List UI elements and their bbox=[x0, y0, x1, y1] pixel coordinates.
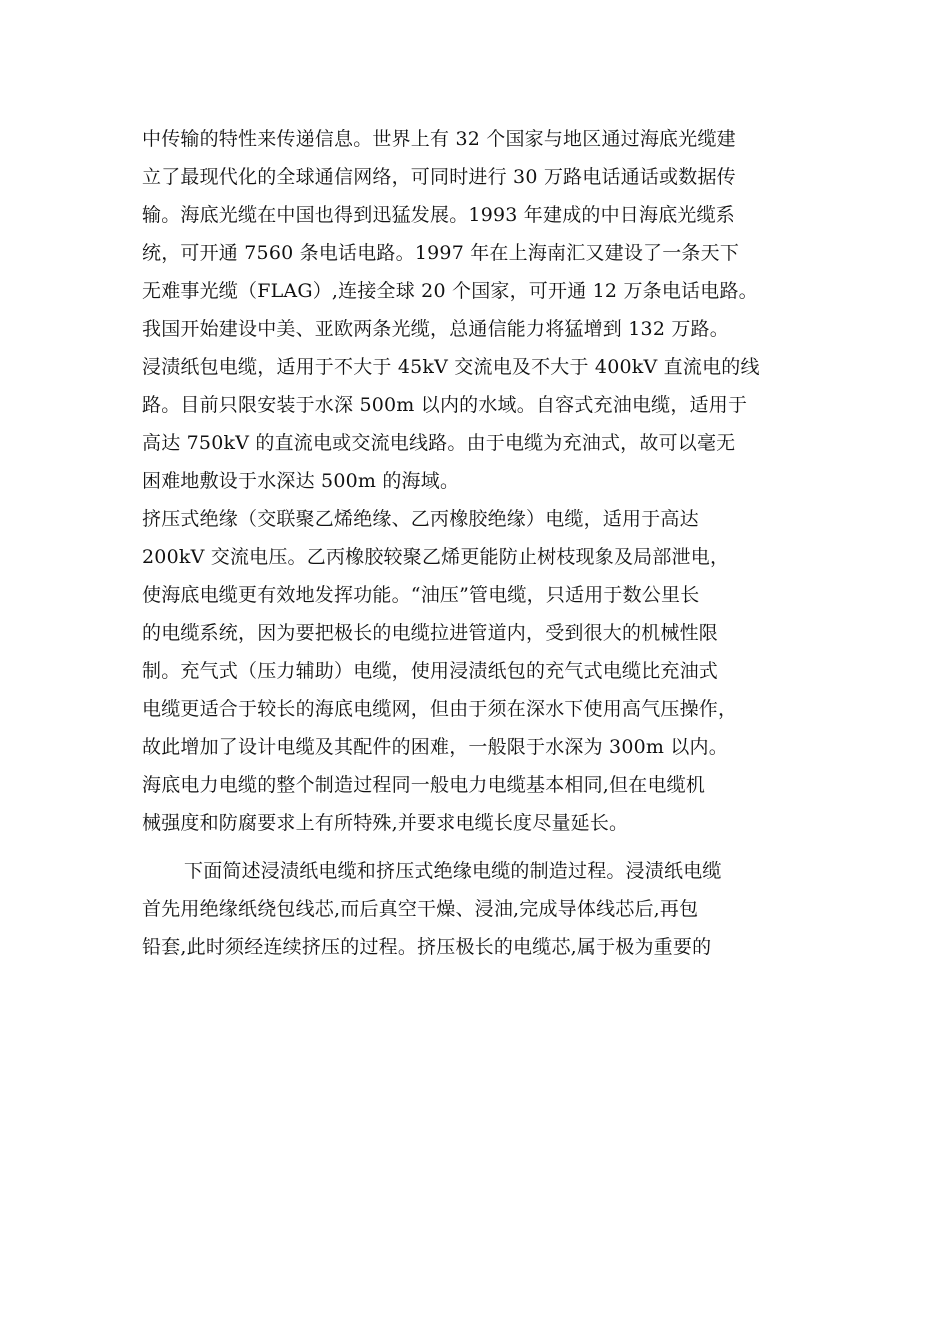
text-line: 输。海底光缆在中国也得到迅猛发展。1993 年建成的中日海底光缆系 bbox=[142, 204, 735, 226]
text-line: 使海底电缆更有效地发挥功能。“油压”管电缆，只适用于数公里长 bbox=[142, 584, 700, 606]
text-line: 200kV 交流电压。乙丙橡胶较聚乙烯更能防止树枝现象及局部泄电， bbox=[142, 546, 730, 568]
text-line: 械强度和防腐要求上有所特殊,并要求电缆长度尽量延长。 bbox=[142, 812, 629, 834]
text-line: 困难地敷设于水深达 500m 的海域。 bbox=[142, 470, 460, 492]
text-line: 挤压式绝缘（交联聚乙烯绝缘、乙丙橡胶绝缘）电缆，适用于高达 bbox=[142, 508, 699, 530]
text-line: 中传输的特性来传递信息。世界上有 32 个国家与地区通过海底光缆建 bbox=[142, 128, 736, 150]
text-line: 路。目前只限安装于水深 500m 以内的水域。自容式充油电缆，适用于 bbox=[142, 394, 748, 416]
text-line: 统，可开通 7560 条电话电路。1997 年在上海南汇又建设了一条天下 bbox=[142, 242, 740, 264]
body-text bbox=[142, 120, 842, 966]
text-line: 电缆更适合于较长的海底电缆网，但由于须在深水下使用高气压操作， bbox=[142, 698, 738, 720]
text-line: 无难事光缆（FLAG）,连接全球 20 个国家，可开通 12 万条电话电路。 bbox=[142, 280, 758, 302]
text-line: 立了最现代化的全球通信网络，可同时进行 30 万路电话通话或数据传 bbox=[142, 166, 736, 188]
paragraph-gap bbox=[142, 842, 842, 852]
text-line: 的电缆系统，因为要把极长的电缆拉进管道内，受到很大的机械性限 bbox=[142, 622, 719, 644]
text-line: 高达 750kV 的直流电或交流电线路。由于电缆为充油式，故可以毫无 bbox=[142, 432, 736, 454]
text-line: 首先用绝缘纸绕包线芯,而后真空干燥、浸油,完成导体线芯后,再包 bbox=[142, 898, 699, 920]
text-line: 海底电力电缆的整个制造过程同一般电力电缆基本相同,但在电缆机 bbox=[142, 774, 706, 796]
text-line: 我国开始建设中美、亚欧两条光缆，总通信能力将猛增到 132 万路。 bbox=[142, 318, 729, 340]
text-line: 制。充气式（压力辅助）电缆，使用浸渍纸包的充气式电缆比充油式 bbox=[142, 660, 719, 682]
text-line: 铅套,此时须经连续挤压的过程。挤压极长的电缆芯,属于极为重要的 bbox=[142, 936, 712, 958]
text-line: 故此增加了设计电缆及其配件的困难，一般限于水深为 300m 以内。 bbox=[142, 736, 728, 758]
text-line: 下面简述浸渍纸电缆和挤压式绝缘电缆的制造过程。浸渍纸电缆 bbox=[184, 860, 722, 882]
text-line: 浸渍纸包电缆，适用于不大于 45kV 交流电及不大于 400kV 直流电的线 bbox=[142, 356, 760, 378]
